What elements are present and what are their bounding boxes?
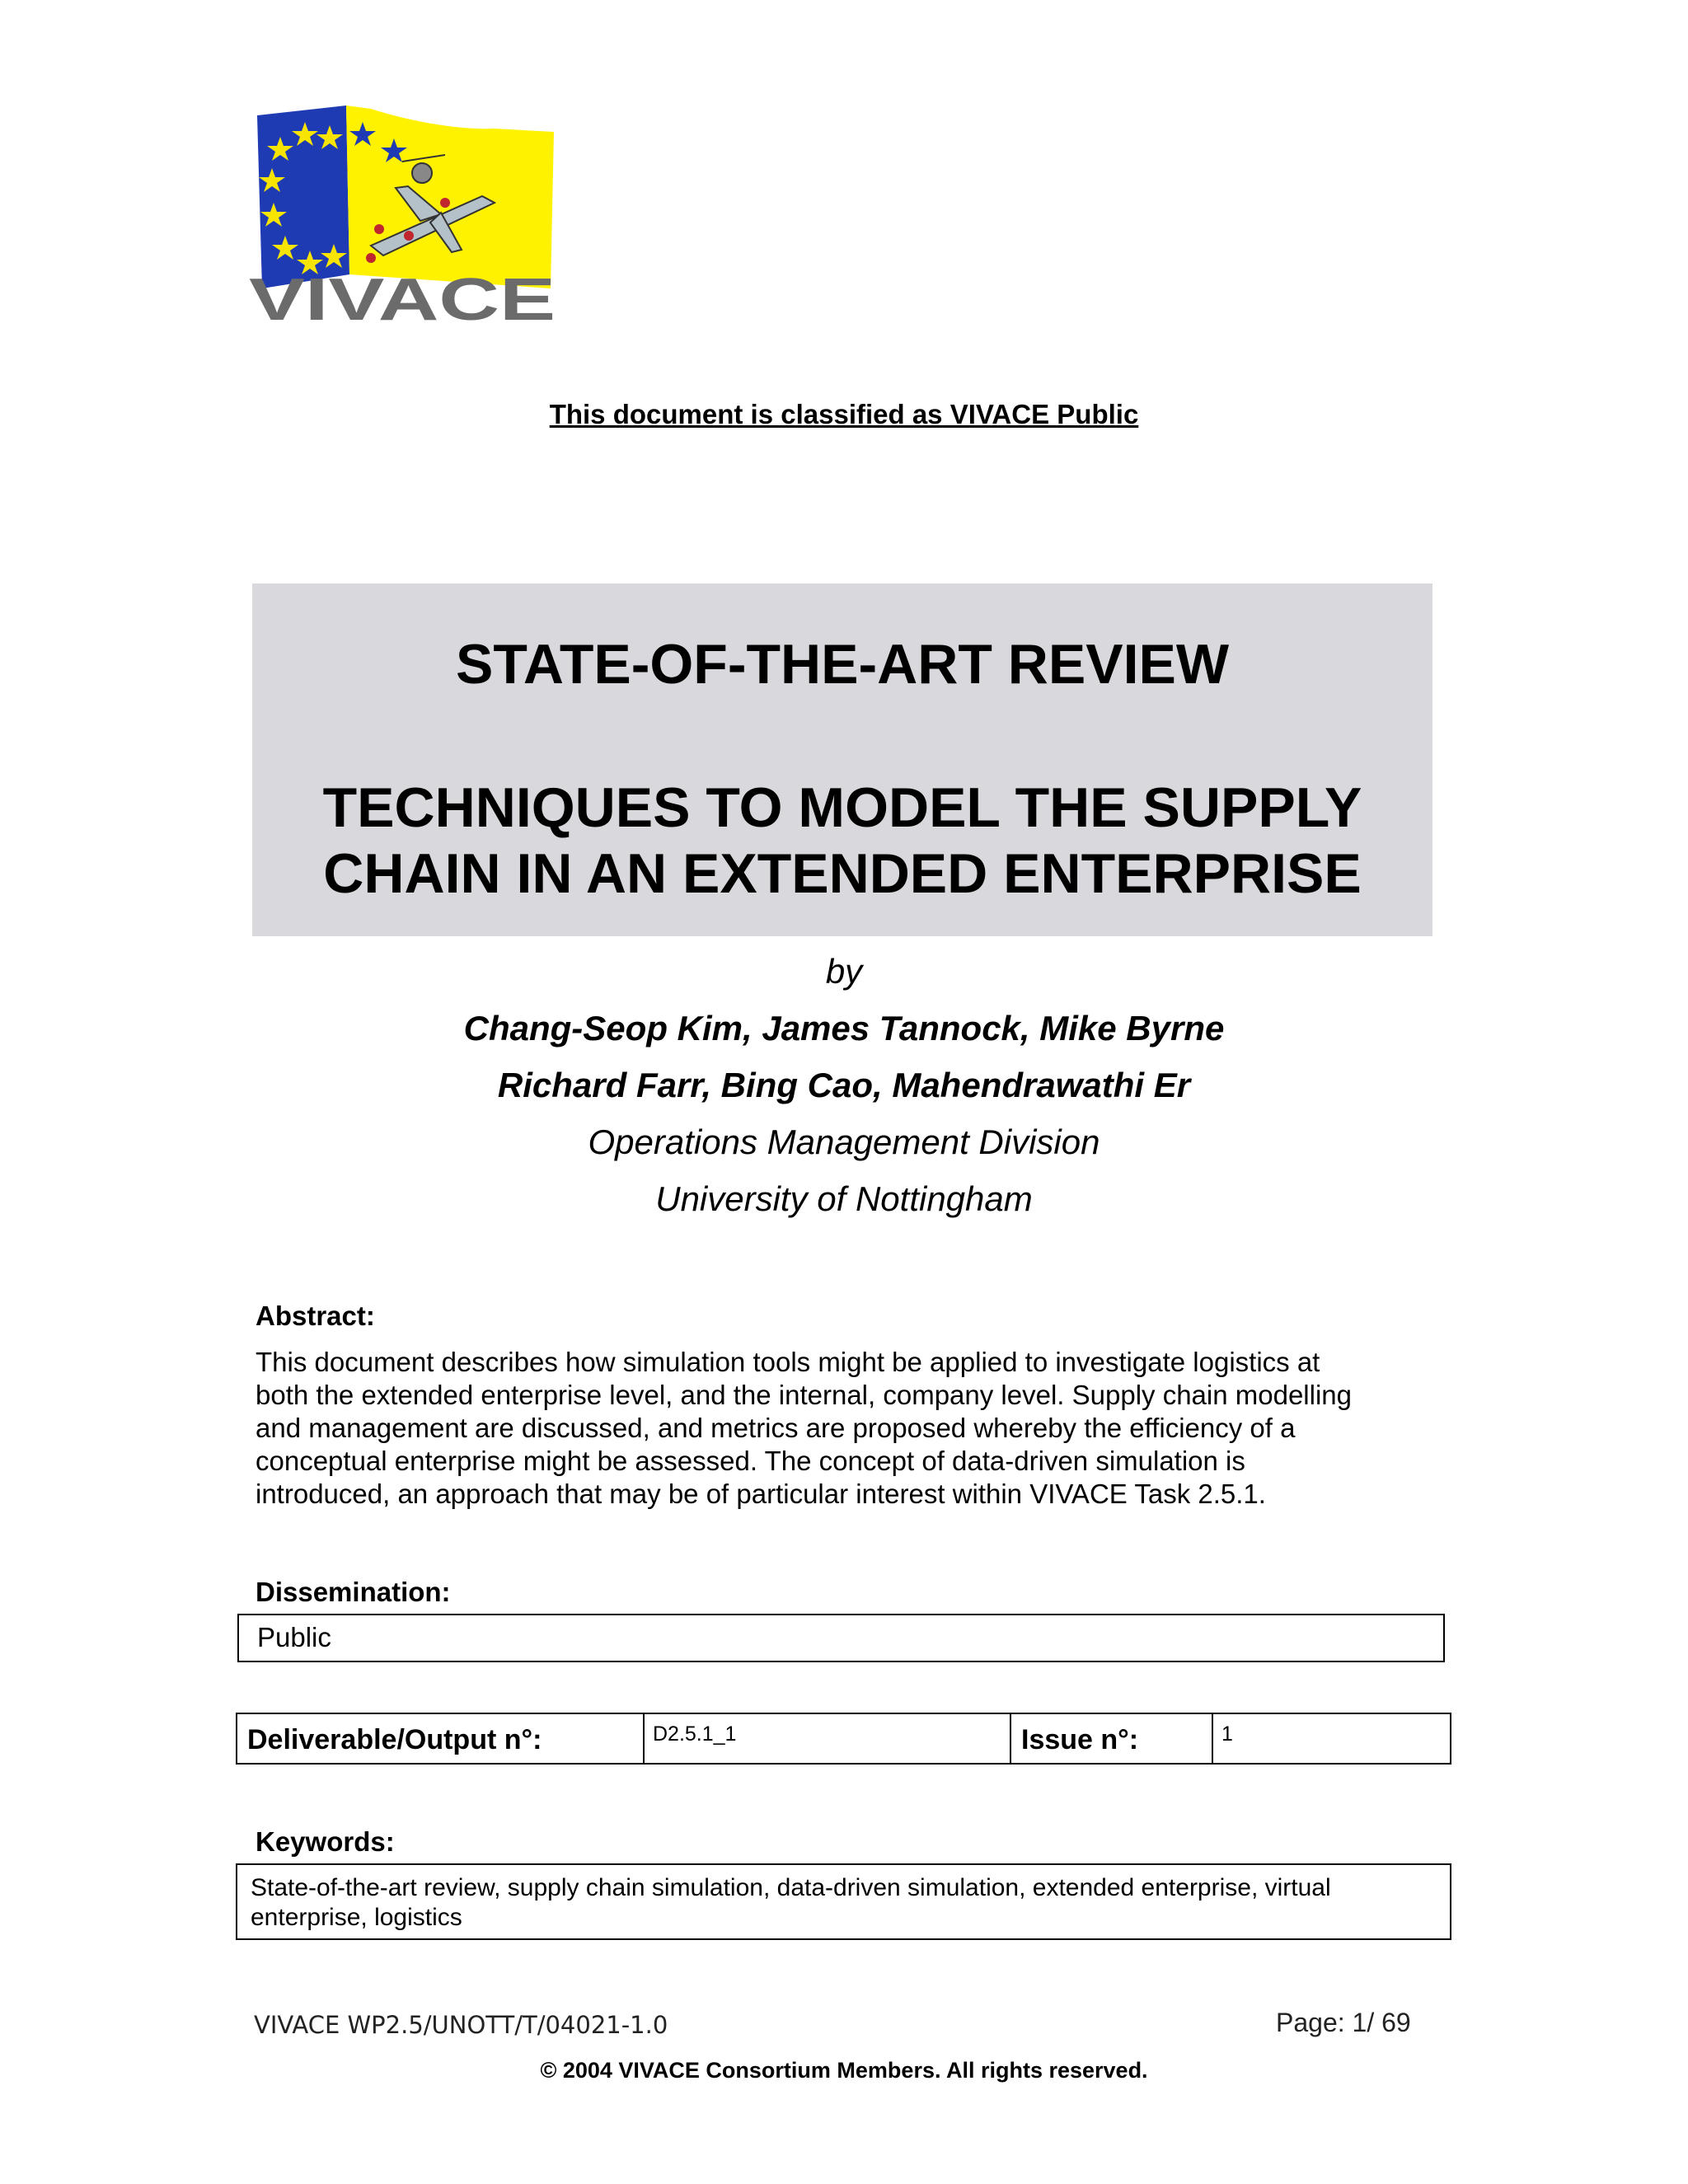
footer-copyright: © 2004 VIVACE Consortium Members. All rights reserved.: [540, 2058, 1148, 2083]
title-line-2: TECHNIQUES TO MODEL THE SUPPLY: [322, 776, 1362, 839]
abstract-line: and management are discussed, and metrics are proposed whereby the efficiency of a: [256, 1413, 1296, 1443]
logo-wordmark: VIVACE: [249, 267, 556, 328]
abstract-line: This document describes how simulation tools might be applied to investigate logistics at: [256, 1347, 1320, 1377]
issue-value: 1: [1212, 1714, 1450, 1763]
vivace-logo-graphic: [247, 97, 560, 328]
authors-line-2: Richard Farr, Bing Cao, Mahendrawathi Er: [497, 1066, 1191, 1104]
title-line-1: STATE-OF-THE-ART REVIEW: [455, 633, 1230, 696]
by-label: by: [825, 952, 863, 991]
abstract-line: conceptual enterprise might be assessed. The concept of data-driven simulation is: [256, 1446, 1245, 1476]
abstract-label: Abstract:: [256, 1301, 375, 1331]
abstract-line: both the extended enterprise level, and the internal, company level. Supply chain modelling: [256, 1380, 1353, 1410]
issue-label: Issue n°:: [1010, 1714, 1212, 1763]
abstract-text: [256, 1346, 1442, 1511]
classification-notice: This document is classified as VIVACE Public: [549, 399, 1139, 429]
dissemination-box: [237, 1614, 1445, 1662]
dissemination-value: Public: [257, 1622, 331, 1652]
deliverable-value: D2.5.1_1: [643, 1714, 1010, 1763]
title-box: [252, 583, 1432, 936]
deliverable-label: Deliverable/Output n°:: [247, 1724, 542, 1755]
footer-document-code: VIVACE WP2.5/UNOTT/T/04021-1.0: [254, 2011, 668, 2039]
keywords-text: State-of-the-art review, supply chain simulation, data-driven simulation, extended enterprise, virtual enterprise, logistics: [251, 1874, 1331, 1931]
keywords-box: [236, 1863, 1451, 1940]
abstract-line: introduced, an approach that may be of particular interest within VIVACE Task 2.5.1.: [256, 1479, 1266, 1509]
footer-page-number: Page: 1/ 69: [1276, 2008, 1411, 2037]
authors-line-1: Chang-Seop Kim, James Tannock, Mike Byrne: [463, 1009, 1225, 1047]
university: University of Nottingham: [655, 1179, 1033, 1218]
dissemination-label: Dissemination:: [256, 1577, 451, 1607]
keywords-label: Keywords:: [256, 1826, 395, 1857]
title-line-3: CHAIN IN AN EXTENDED ENTERPRISE: [323, 842, 1362, 905]
vivace-logo: [247, 97, 560, 328]
division: Operations Management Division: [588, 1122, 1100, 1161]
deliverable-table: [236, 1713, 1451, 1765]
